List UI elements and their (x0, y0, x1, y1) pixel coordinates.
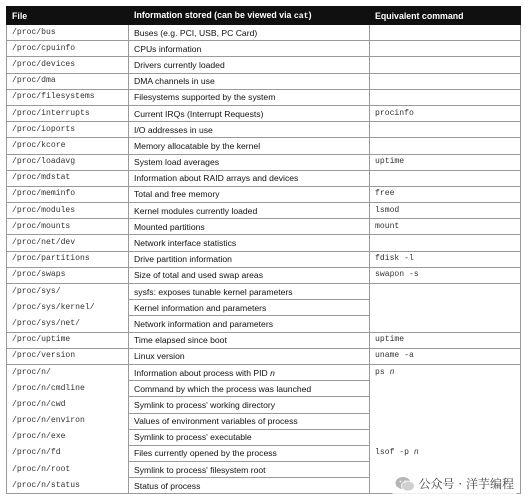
table-row (7, 381, 521, 397)
information-cell: Information about RAID arrays and devices (129, 170, 370, 186)
table-row (7, 170, 521, 186)
information-cell: Total and free memory (129, 186, 370, 202)
file-path-cell: /proc/mdstat (7, 170, 129, 186)
command-cell (370, 284, 521, 300)
file-path-cell: /proc/modules (7, 203, 129, 219)
information-cell: Network information and parameters (129, 316, 370, 332)
information-cell: Time elapsed since boot (129, 332, 370, 348)
file-path-cell: /proc/partitions (7, 251, 129, 267)
header-file: File (7, 7, 129, 25)
information-cell: Linux version (129, 348, 370, 364)
file-path-cell: /proc/n/root (7, 462, 129, 478)
command-cell (370, 300, 521, 316)
table-row (7, 251, 521, 267)
information-cell: sysfs: exposes tunable kernel parameters (129, 284, 370, 300)
watermark-text: 公众号 · 洋芋编程 (418, 477, 514, 491)
file-path-cell: /proc/bus (7, 25, 129, 41)
table-row (7, 203, 521, 219)
information-cell: Symlink to process' filesystem root (129, 462, 370, 478)
file-path-cell: /proc/ioports (7, 122, 129, 138)
information-cell: Drivers currently loaded (129, 57, 370, 73)
file-path-cell: /proc/dma (7, 73, 129, 89)
table-row (7, 105, 521, 121)
file-path-cell: /proc/loadavg (7, 154, 129, 170)
command-cell (370, 429, 521, 445)
table-row (7, 41, 521, 57)
file-path-cell: /proc/uptime (7, 332, 129, 348)
information-cell: I/O addresses in use (129, 122, 370, 138)
command-cell: fdisk -l (370, 251, 521, 267)
command-cell: uname -a (370, 348, 521, 364)
command-cell (370, 25, 521, 41)
information-cell: CPUs information (129, 41, 370, 57)
file-path-cell: /proc/swaps (7, 267, 129, 283)
command-cell: lsof -p n (370, 445, 521, 461)
table-row (7, 348, 521, 364)
table-row (7, 154, 521, 170)
table-row (7, 413, 521, 429)
table-row (7, 316, 521, 332)
file-path-cell: /proc/sys/ (7, 284, 129, 300)
command-cell (370, 381, 521, 397)
table-row (7, 332, 521, 348)
header-information: Information stored (can be viewed via cat) (129, 7, 370, 25)
file-path-cell: /proc/mounts (7, 219, 129, 235)
file-path-cell: /proc/n/environ (7, 413, 129, 429)
file-path-cell: /proc/filesystems (7, 89, 129, 105)
command-cell (370, 138, 521, 154)
table-row (7, 445, 521, 461)
table-row (7, 429, 521, 445)
table-header-row (7, 7, 521, 25)
information-cell: Command by which the process was launched (129, 381, 370, 397)
table-row (7, 219, 521, 235)
file-path-cell: /proc/n/cmdline (7, 381, 129, 397)
command-cell: lsmod (370, 203, 521, 219)
file-path-cell: /proc/cpuinfo (7, 41, 129, 57)
command-cell (370, 170, 521, 186)
command-cell (370, 122, 521, 138)
file-path-cell: /proc/n/status (7, 478, 129, 494)
information-cell: Symlink to process' working directory (129, 397, 370, 413)
command-cell: uptime (370, 332, 521, 348)
table-row (7, 138, 521, 154)
table-row (7, 397, 521, 413)
command-cell: ps n (370, 364, 521, 380)
command-cell (370, 57, 521, 73)
table-row (7, 235, 521, 251)
table-row (7, 300, 521, 316)
information-cell: Values of environment variables of process (129, 413, 370, 429)
table-row (7, 57, 521, 73)
information-cell: Files currently opened by the process (129, 445, 370, 461)
information-cell: Filesystems supported by the system (129, 89, 370, 105)
table-row (7, 284, 521, 300)
command-cell: swapon -s (370, 267, 521, 283)
table-row (7, 73, 521, 89)
information-cell: Network interface statistics (129, 235, 370, 251)
file-path-cell: /proc/net/dev (7, 235, 129, 251)
command-cell (370, 41, 521, 57)
header-cat-code: cat (293, 11, 309, 21)
file-path-cell: /proc/meminfo (7, 186, 129, 202)
information-cell: Drive partition information (129, 251, 370, 267)
command-cell: procinfo (370, 105, 521, 121)
command-cell (370, 413, 521, 429)
table-row (7, 364, 521, 380)
file-path-cell: /proc/n/fd (7, 445, 129, 461)
command-cell (370, 316, 521, 332)
command-cell (370, 235, 521, 251)
command-cell (370, 89, 521, 105)
information-cell: Information about process with PID n (129, 364, 370, 380)
table-row (7, 122, 521, 138)
command-cell: uptime (370, 154, 521, 170)
command-cell (370, 73, 521, 89)
file-path-cell: /proc/n/exe (7, 429, 129, 445)
information-cell: Memory allocatable by the kernel (129, 138, 370, 154)
command-cell: free (370, 186, 521, 202)
file-path-cell: /proc/n/ (7, 364, 129, 380)
information-cell: Status of process (129, 478, 370, 494)
command-cell (370, 397, 521, 413)
file-path-cell: /proc/kcore (7, 138, 129, 154)
file-path-cell: /proc/devices (7, 57, 129, 73)
information-cell: Kernel information and parameters (129, 300, 370, 316)
proc-files-table (6, 6, 521, 494)
information-cell: Buses (e.g. PCI, USB, PC Card) (129, 25, 370, 41)
file-path-cell: /proc/version (7, 348, 129, 364)
table-row (7, 25, 521, 41)
information-cell: Current IRQs (Interrupt Requests) (129, 105, 370, 121)
file-path-cell: /proc/n/cwd (7, 397, 129, 413)
information-cell: Symlink to process' executable (129, 429, 370, 445)
information-cell: DMA channels in use (129, 73, 370, 89)
information-cell: System load averages (129, 154, 370, 170)
information-cell: Size of total and used swap areas (129, 267, 370, 283)
header-command: Equivalent command (370, 7, 521, 25)
file-path-cell: /proc/sys/net/ (7, 316, 129, 332)
table-row (7, 89, 521, 105)
information-cell: Mounted partitions (129, 219, 370, 235)
table-row (7, 267, 521, 283)
command-cell: mount (370, 219, 521, 235)
file-path-cell: /proc/interrupts (7, 105, 129, 121)
file-path-cell: /proc/sys/kernel/ (7, 300, 129, 316)
watermark (391, 473, 518, 494)
information-cell: Kernel modules currently loaded (129, 203, 370, 219)
wechat-logo-icon (395, 476, 415, 492)
table-row (7, 186, 521, 202)
